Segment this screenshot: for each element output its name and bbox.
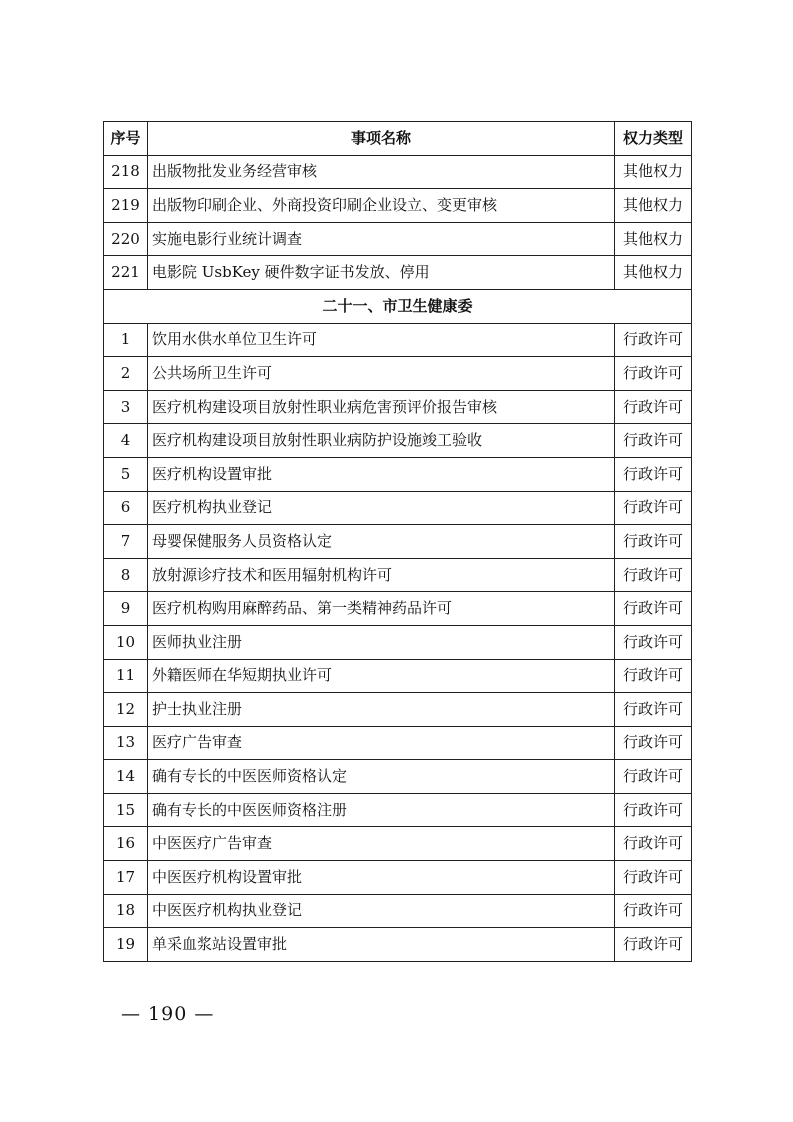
item-name-cell: 外籍医师在华短期执业许可	[148, 659, 615, 693]
serial-number-cell: 10	[104, 625, 148, 659]
section-title: 二十一、市卫生健康委	[104, 289, 692, 323]
table-row	[104, 256, 692, 290]
table-row	[104, 659, 692, 693]
serial-number-cell: 8	[104, 558, 148, 592]
serial-number-cell: 17	[104, 861, 148, 895]
power-type-cell: 行政许可	[615, 390, 692, 424]
table-row	[104, 625, 692, 659]
item-name-cell: 公共场所卫生许可	[148, 357, 615, 391]
table-row	[104, 323, 692, 357]
section-header-row	[104, 289, 692, 323]
table-row	[104, 693, 692, 727]
power-type-cell: 行政许可	[615, 323, 692, 357]
section-header-group	[104, 289, 692, 323]
power-type-cell: 行政许可	[615, 659, 692, 693]
item-name-cell: 医疗机构建设项目放射性职业病危害预评价报告审核	[148, 390, 615, 424]
serial-number-cell: 220	[104, 222, 148, 256]
item-name-cell: 实施电影行业统计调查	[148, 222, 615, 256]
power-type-cell: 其他权力	[615, 155, 692, 189]
table-row	[104, 726, 692, 760]
serial-number-cell: 6	[104, 491, 148, 525]
serial-number-cell: 14	[104, 760, 148, 794]
table-row	[104, 222, 692, 256]
power-type-cell: 其他权力	[615, 256, 692, 290]
item-name-cell: 护士执业注册	[148, 693, 615, 727]
header-item-name: 事项名称	[148, 122, 615, 156]
power-type-cell: 其他权力	[615, 189, 692, 223]
power-type-cell: 其他权力	[615, 222, 692, 256]
power-type-cell: 行政许可	[615, 693, 692, 727]
serial-number-cell: 7	[104, 525, 148, 559]
serial-number-cell: 4	[104, 424, 148, 458]
item-name-cell: 中医医疗机构执业登记	[148, 894, 615, 928]
item-name-cell: 医疗机构建设项目放射性职业病防护设施竣工验收	[148, 424, 615, 458]
item-name-cell: 医疗机构执业登记	[148, 491, 615, 525]
power-type-cell: 行政许可	[615, 760, 692, 794]
table-row	[104, 457, 692, 491]
header-serial-number: 序号	[104, 122, 148, 156]
power-type-cell: 行政许可	[615, 793, 692, 827]
table-row	[104, 827, 692, 861]
power-type-cell: 行政许可	[615, 894, 692, 928]
item-name-cell: 放射源诊疗技术和医用辐射机构许可	[148, 558, 615, 592]
table-row	[104, 894, 692, 928]
power-type-cell: 行政许可	[615, 861, 692, 895]
item-name-cell: 确有专长的中医医师资格注册	[148, 793, 615, 827]
power-list-table	[103, 121, 692, 962]
serial-number-cell: 219	[104, 189, 148, 223]
item-name-cell: 出版物批发业务经营审核	[148, 155, 615, 189]
power-type-cell: 行政许可	[615, 558, 692, 592]
serial-number-cell: 218	[104, 155, 148, 189]
table-row	[104, 592, 692, 626]
rows-before-section	[104, 155, 692, 289]
header-power-type: 权力类型	[615, 122, 692, 156]
rows-after-section	[104, 323, 692, 961]
table-row	[104, 424, 692, 458]
table-row	[104, 525, 692, 559]
serial-number-cell: 11	[104, 659, 148, 693]
power-type-cell: 行政许可	[615, 424, 692, 458]
serial-number-cell: 3	[104, 390, 148, 424]
item-name-cell: 电影院 UsbKey 硬件数字证书发放、停用	[148, 256, 615, 290]
table-row	[104, 189, 692, 223]
table-row	[104, 155, 692, 189]
serial-number-cell: 13	[104, 726, 148, 760]
power-type-cell: 行政许可	[615, 357, 692, 391]
item-name-cell: 出版物印刷企业、外商投资印刷企业设立、变更审核	[148, 189, 615, 223]
serial-number-cell: 16	[104, 827, 148, 861]
serial-number-cell: 221	[104, 256, 148, 290]
item-name-cell: 医疗机构购用麻醉药品、第一类精神药品许可	[148, 592, 615, 626]
serial-number-cell: 1	[104, 323, 148, 357]
serial-number-cell: 2	[104, 357, 148, 391]
item-name-cell: 医师执业注册	[148, 625, 615, 659]
serial-number-cell: 15	[104, 793, 148, 827]
table-row	[104, 390, 692, 424]
table-row	[104, 357, 692, 391]
power-type-cell: 行政许可	[615, 525, 692, 559]
serial-number-cell: 12	[104, 693, 148, 727]
item-name-cell: 饮用水供水单位卫生许可	[148, 323, 615, 357]
serial-number-cell: 9	[104, 592, 148, 626]
table-header-row	[104, 122, 692, 156]
power-type-cell: 行政许可	[615, 928, 692, 962]
power-type-cell: 行政许可	[615, 457, 692, 491]
serial-number-cell: 18	[104, 894, 148, 928]
table-row	[104, 558, 692, 592]
power-type-cell: 行政许可	[615, 827, 692, 861]
item-name-cell: 单采血浆站设置审批	[148, 928, 615, 962]
item-name-cell: 中医医疗机构设置审批	[148, 861, 615, 895]
item-name-cell: 母婴保健服务人员资格认定	[148, 525, 615, 559]
table-row	[104, 793, 692, 827]
table-row	[104, 760, 692, 794]
power-type-cell: 行政许可	[615, 625, 692, 659]
power-type-cell: 行政许可	[615, 592, 692, 626]
item-name-cell: 中医医疗广告审查	[148, 827, 615, 861]
power-type-cell: 行政许可	[615, 491, 692, 525]
serial-number-cell: 19	[104, 928, 148, 962]
item-name-cell: 确有专长的中医医师资格认定	[148, 760, 615, 794]
power-type-cell: 行政许可	[615, 726, 692, 760]
table-row	[104, 491, 692, 525]
table-row	[104, 928, 692, 962]
item-name-cell: 医疗广告审查	[148, 726, 615, 760]
serial-number-cell: 5	[104, 457, 148, 491]
page-number: — 190 —	[121, 1003, 215, 1025]
item-name-cell: 医疗机构设置审批	[148, 457, 615, 491]
table-row	[104, 861, 692, 895]
